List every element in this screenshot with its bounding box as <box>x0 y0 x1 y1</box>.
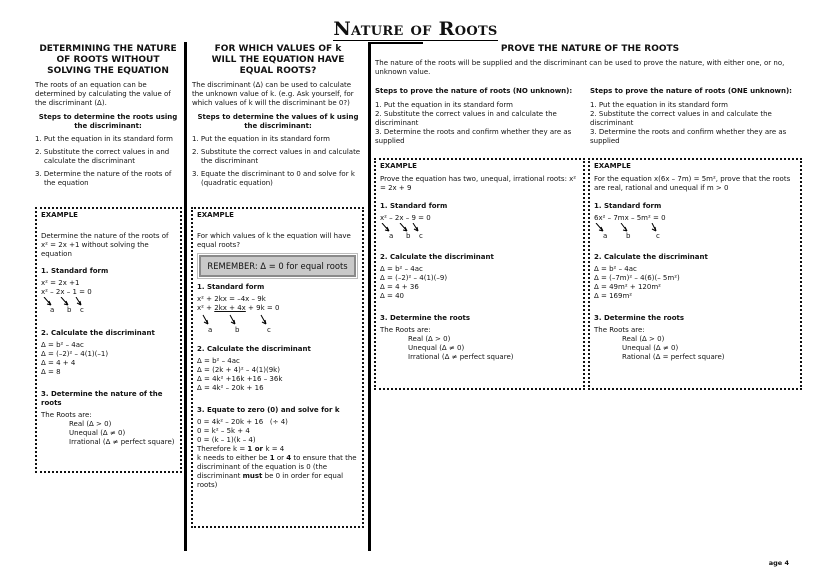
step-item: 3. Equate the discriminant to 0 and solve for k (quadratic equation) <box>192 170 355 187</box>
page-number: age 4 <box>768 559 789 567</box>
root-property: Real (Δ > 0) <box>69 420 112 428</box>
coefficient-arrows <box>380 223 579 241</box>
steps-heading: Steps to determine the roots using the discriminant: <box>38 113 178 130</box>
therefore-line <box>197 445 358 454</box>
coefficient-label: c <box>80 306 84 314</box>
text-part: Therefore k = <box>197 445 248 453</box>
root-property: Unequal (Δ ≠ 0) <box>622 344 679 352</box>
coefficient-label: b <box>406 232 411 240</box>
remember-callout: REMEMBER: Δ = 0 for equal roots <box>199 255 356 277</box>
coefficient-arrows <box>594 223 796 241</box>
step-title: 2. Calculate the discriminant <box>41 329 155 337</box>
coefficient-arrows <box>41 297 176 315</box>
step-item: 2. Substitute the correct values in and calculate the discriminant <box>375 110 557 127</box>
column-heading: PROVE THE NATURE OF THE ROOTS <box>500 44 680 54</box>
step-item: 1. Put the equation in its standard form <box>375 101 513 109</box>
coefficient-label: b <box>67 306 72 314</box>
equation-part: + 9k = 0 <box>245 304 280 312</box>
roots-intro: The Roots are: <box>380 326 431 334</box>
equation-line: Δ = 4k² +16k +16 – 36k <box>197 375 283 383</box>
equation-line: Δ = b² – 4ac <box>41 341 84 349</box>
example-box-3 <box>374 158 585 390</box>
equation-line: Δ = (2k + 4)² – 4(1)(9k) <box>197 366 280 374</box>
equation-line: Δ = 4 + 4 <box>41 359 76 367</box>
step-item: 1. Put the equation in its standard form <box>192 135 330 143</box>
coefficient-label: b <box>235 326 240 334</box>
roots-intro: The Roots are: <box>41 411 92 419</box>
equation-line: Δ = 169m² <box>594 292 633 300</box>
equation-line: 0 = (k – 1)(k – 4) <box>197 436 256 444</box>
intro-text: The nature of the roots will be supplied and the discriminant can be used to prove the nature, with either one, or no, unknown value. <box>375 59 785 76</box>
coefficient-label: a <box>208 326 213 334</box>
root-property: Irrational (Δ ≠ perfect square) <box>69 438 175 446</box>
step-title: 1. Standard form <box>41 267 109 275</box>
steps-one-unknown <box>590 87 804 146</box>
coefficient-arrows <box>197 313 358 335</box>
example-prompt: Prove the equation has two, unequal, irrational roots: x² = 2x + 9 <box>380 175 577 192</box>
step-title: 3. Equate to zero (0) and solve for k <box>197 406 340 414</box>
equation-line: 0 = 4k² – 20k + 16 (÷ 4) <box>197 418 288 426</box>
arrow-icon <box>197 313 287 327</box>
equation-part: x² + <box>197 304 215 312</box>
text-part: or <box>274 454 287 462</box>
step-item: 3. Determine the nature of the roots of the equation <box>35 170 172 187</box>
column-heading: DETERMINING THE NATURE OF ROOTS WITHOUT SOLVING THE EQUATION <box>39 44 177 76</box>
equation-line: Δ = b² – 4ac <box>594 265 637 273</box>
step-title: 3. Determine the roots <box>380 314 471 322</box>
text-part-bold: 1 <box>247 445 253 453</box>
equation-line <box>197 304 358 313</box>
equation-line: Δ = 4 + 36 <box>380 283 419 291</box>
example-label: EXAMPLE <box>197 211 234 219</box>
step-title: 1. Standard form <box>197 283 265 291</box>
equation-line: Δ = 40 <box>380 292 405 300</box>
coefficient-label: a <box>389 232 394 240</box>
coefficient-label: c <box>656 232 660 240</box>
example-box-4 <box>588 158 802 390</box>
step-item: 2. Substitute the correct values in and calculate the discriminant <box>192 148 361 165</box>
step-item: 3. Determine the roots and confirm whether they are as supplied <box>590 128 787 145</box>
coefficient-label: a <box>50 306 55 314</box>
roots-intro: The Roots are: <box>594 326 645 334</box>
equation-line: Δ = (–2)² – 4(1)(–9) <box>380 274 448 282</box>
column-divider-1 <box>184 42 187 551</box>
example-prompt: For the equation x(6x – 7m) = 5m², prove that the roots are real, rational and unequal if m > 0 <box>594 175 791 192</box>
example-prompt: For which values of k the equation will have equal roots? <box>197 232 351 249</box>
equation-line: x² = 2x +1 <box>41 279 80 287</box>
column-prove-nature <box>375 44 805 77</box>
equation-line: Δ = (–2)² – 4(1)(–1) <box>41 350 109 358</box>
text-part-bold: 1 <box>269 454 275 462</box>
text-part: be 0 in order for equal roots) <box>197 472 344 489</box>
coefficient-label: c <box>419 232 423 240</box>
steps-heading: Steps to determine the values of k using the discriminant: <box>197 113 359 130</box>
step-title: 3. Determine the nature of the roots <box>41 390 163 407</box>
intro-text: The discriminant (Δ) can be used to calculate the unknown value of k. (e.g. Ask yourself, for which values of k will the discriminant be 0?) <box>192 81 354 107</box>
step-title: 1. Standard form <box>380 202 448 210</box>
steps-no-unknown <box>375 87 581 146</box>
coefficient-label: b <box>626 232 631 240</box>
step-item: 2. Substitute the correct values in and calculate the discriminant <box>35 148 170 165</box>
text-part: k = 4 <box>265 445 285 453</box>
step-title: 2. Calculate the discriminant <box>594 253 708 261</box>
equation-line: Δ = 8 <box>41 368 61 376</box>
step-title: 2. Calculate the discriminant <box>197 345 311 353</box>
root-property: Unequal (Δ ≠ 0) <box>408 344 465 352</box>
text-part-bold: must <box>242 472 263 480</box>
steps-heading: Steps to prove the nature of roots (ONE unknown): <box>590 87 792 95</box>
root-property: Rational (Δ = perfect square) <box>622 353 725 361</box>
column-nature-without-solving <box>35 44 181 188</box>
column-heading: FOR WHICH VALUES OF k WILL THE EQUATION HAVE EQUAL ROOTS? <box>211 44 345 76</box>
page-title: Nature of Roots <box>333 18 498 40</box>
root-property: Unequal (Δ ≠ 0) <box>69 429 126 437</box>
equation-line: Δ = 49m² + 120m² <box>594 283 661 291</box>
example-box-2 <box>191 207 364 528</box>
column-values-of-k <box>192 44 364 188</box>
step-title: 2. Calculate the discriminant <box>380 253 494 261</box>
equation-line: 6x² – 7mx – 5m² = 0 <box>594 214 666 222</box>
equation-line: Δ = (–7m)² – 4(6)(– 5m²) <box>594 274 680 282</box>
example-prompt: Determine the nature of the roots of x² = 2x +1 without solving the equation <box>41 232 169 258</box>
example-label: EXAMPLE <box>594 162 631 170</box>
root-property: Real (Δ > 0) <box>622 335 665 343</box>
example-label: EXAMPLE <box>380 162 417 170</box>
text-part-bold: or <box>252 445 266 453</box>
step-item: 3. Determine the roots and confirm whether they are as supplied <box>375 128 572 145</box>
equation-line: x² – 2x – 9 = 0 <box>380 214 431 222</box>
equation-part-underlined: 2kx + 4x <box>214 304 246 312</box>
equation-line: Δ = b² – 4ac <box>197 357 240 365</box>
coefficient-label: c <box>267 326 271 334</box>
steps-heading: Steps to prove the nature of roots (NO unknown): <box>375 87 573 95</box>
equation-line: 0 = k² – 5k + 4 <box>197 427 250 435</box>
equation-line: Δ = 4k² – 20k + 16 <box>197 384 264 392</box>
step-title: 3. Determine the roots <box>594 314 685 322</box>
equation-line: x² – 2x – 1 = 0 <box>41 288 92 296</box>
coefficient-label: a <box>603 232 608 240</box>
equation-line: Δ = b² – 4ac <box>380 265 423 273</box>
explanation-note <box>197 454 358 490</box>
step-item: 2. Substitute the correct values in and calculate the discriminant <box>590 110 772 127</box>
equation-line: x² + 2kx = –4x – 9k <box>197 295 266 303</box>
text-part: k needs to either be <box>197 454 270 462</box>
example-box-1 <box>35 207 182 473</box>
text-part: to ensure that the discriminant of the equation is 0 (the discriminant <box>197 454 357 480</box>
text-part-bold: 4 <box>286 454 292 462</box>
step-title: 1. Standard form <box>594 202 662 210</box>
column-divider-2 <box>368 42 371 551</box>
step-item: 1. Put the equation in its standard form <box>35 135 173 143</box>
root-property: Real (Δ > 0) <box>408 335 451 343</box>
intro-text: The roots of an equation can be determined by calculating the value of the discriminant (Δ). <box>35 81 171 107</box>
root-property: Irrational (Δ ≠ perfect square) <box>408 353 514 361</box>
example-label: EXAMPLE <box>41 211 78 219</box>
step-item: 1. Put the equation in its standard form <box>590 101 728 109</box>
